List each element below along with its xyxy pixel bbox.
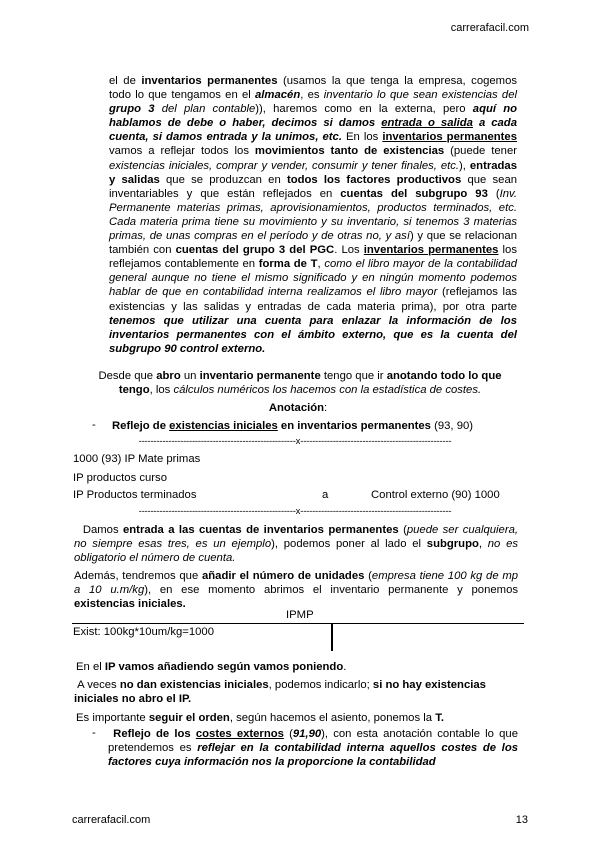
paragraph-a-veces: A veces no dan existencias iniciales, podemos indicarlo; si no hay existencias iniciales no abro el IP.	[74, 679, 486, 706]
t-account-top-bar	[72, 623, 524, 624]
paragraph-costes-externos: Reflejo de los costes externos (91,90), con esta anotación contable lo que pretendemos es reflejar en la contabilidad interna aquellos costes de los factores cuya información nos la proporcione la contabilidad	[108, 728, 519, 769]
annotation-item: Reflejo de existencias iniciales en inventarios permanentes (93, 90)	[112, 420, 474, 432]
bullet-costes-externos-dash: -	[92, 727, 96, 739]
paragraph-damos-entrada: Damos entrada a las cuentas de inventarios permanentes (puede ser cualquiera, no siempre esas tres, es un ejemplo), podemos poner al lado el subgrupo, no es obligatorio el número de cuenta.	[74, 524, 519, 565]
annotation-title: Anotación:	[268, 402, 328, 414]
separator-top: -----------------------------------------------------x---------------------------------------------------	[138, 436, 452, 447]
footer-site: carrerafacil.com	[72, 814, 151, 826]
separator-bottom: -----------------------------------------------------x---------------------------------------------------	[138, 506, 452, 517]
t-account-left-entry: Exist: 100kg*10um/kg=1000	[73, 626, 214, 638]
t-account-title: IPMP	[286, 609, 314, 621]
paragraph-inventarios: el de inventarios permanentes (usamos la que tenga la empresa, cogemos todo lo que tengamos en el almacén, es inventario lo que sean existencias del grupo 3 del plan contable)), haremos como en la externa, pero aquí no hablamos de debe o haber, decimos si damos entrada o salida a cada cuenta, si damos entrada y la unimos, etc. En los inventarios permanentes vamos a reflejar todos los movimientos tanto de existencias (puede tener existencias iniciales, comprar y vender, consumir y tener finales, etc.), entradas y salidas que se produzcan en todos los factores productivos que sean inventariables y que están reflejados en cuentas del subgrupo 93 (Inv. Permanente materias primas, aprovisionamientos, productos terminados, etc. Cada materia prima tiene su movimiento y su inventario, si tenemos 3 materias primas, de unas compras en el período y de otras no, y así) y que se relacionan también con cuentas del grupo 3 del PGC. Los inventarios permanentes los reflejamos contablemente en forma de T, como el libro mayor de la contabilidad general aunque no tiene el mismo significado y en ningún momento podemos hablar de que en contabilidad interna realizamos el libro mayor (reflejamos las existencias y las salidas y entradas de cada materia prima), por otra parte tenemos que utilizar una cuenta para enlazar la información de los inventarios permanentes con el ámbito externo, que es la cuenta del subgrupo 90 control externo.	[109, 75, 518, 355]
entry-control-externo: Control externo (90) 1000	[371, 489, 500, 501]
paragraph-abro-inventario: Desde que abro un inventario permanente tengo que ir anotando todo lo que tengo, los cálculos numéricos los hacemos con la estadística de costes.	[98, 370, 502, 397]
annotation-bullet: -	[92, 419, 96, 431]
t-account-divider	[331, 623, 333, 651]
paragraph-orden: Es importante seguir el orden, según hacemos el asiento, ponemos la T.	[76, 712, 444, 724]
entry-line-2: IP productos curso	[73, 472, 167, 484]
entry-line-3: IP Productos terminados	[73, 489, 197, 501]
header-site: carrerafacil.com	[450, 22, 529, 34]
paragraph-ip-anadiendo: En el IP vamos añadiendo según vamos poniendo.	[76, 661, 347, 673]
entry-a: a	[322, 489, 329, 501]
page-number: 13	[515, 814, 528, 826]
entry-line-1: 1000 (93) IP Mate primas	[73, 453, 201, 465]
paragraph-unidades: Además, tendremos que añadir el número de unidades (empresa tiene 100 kg de mp a 10 u.m/kg), en ese momento abrimos el inventario permanente y ponemos existencias iniciales.	[74, 570, 519, 611]
